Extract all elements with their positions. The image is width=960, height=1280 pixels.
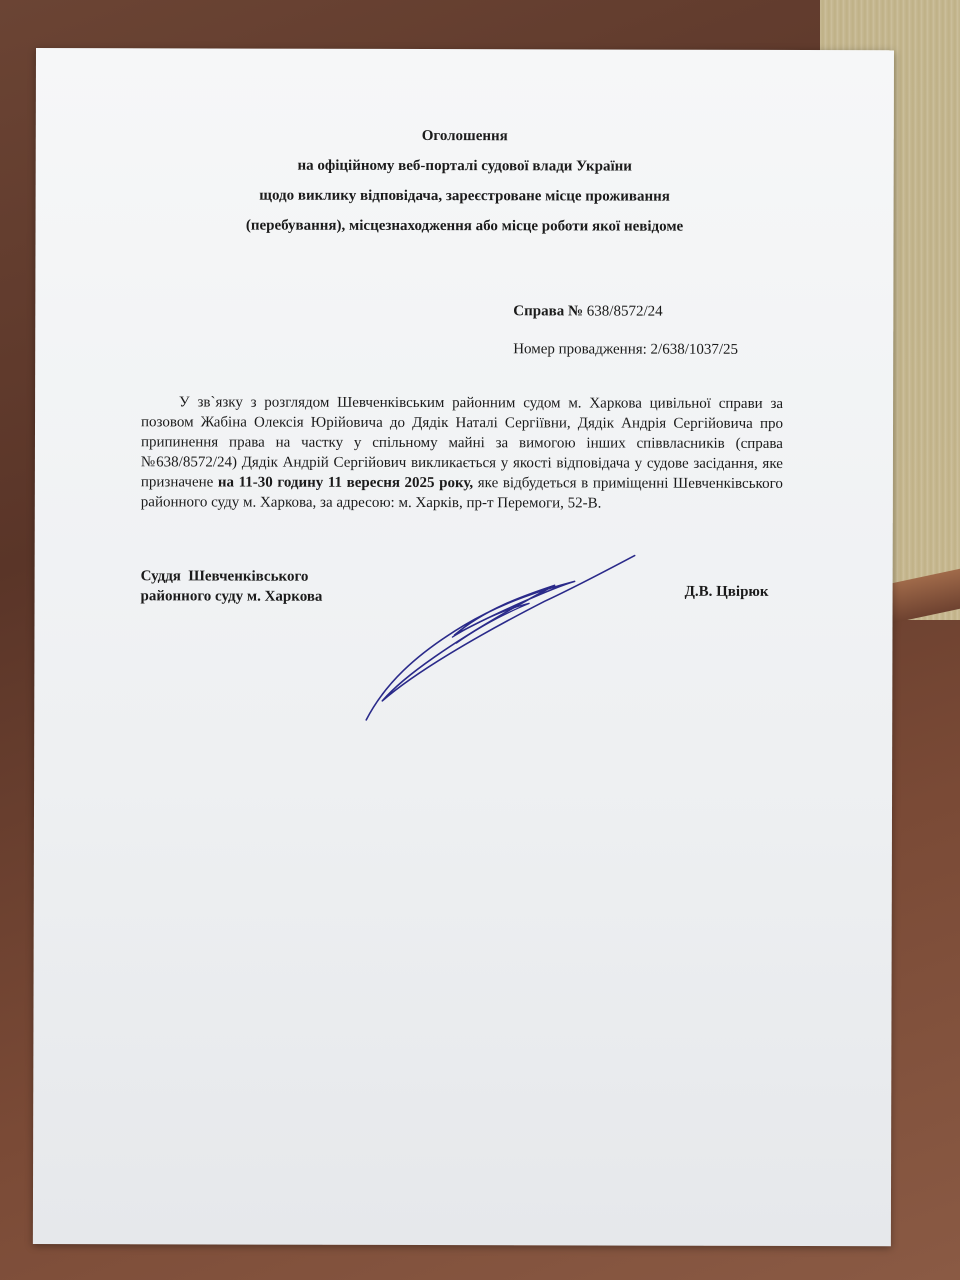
case-number-value: 638/8572/24 [586, 303, 663, 320]
heading-line-4: (перебування), місцезнаходження або місце роботи якої невідоме [245, 217, 684, 235]
heading-line-3: щодо виклику відповідача, зареєстроване місце проживання [259, 187, 670, 205]
heading-line-2: на офіційному веб-порталі судової влади України [297, 157, 632, 175]
announcement-body [141, 392, 783, 514]
judge-title-line-1: Суддя Шевченківського [140, 568, 309, 585]
hearing-date: на 11-30 годину 11 вересня 2025 року, [217, 474, 474, 492]
case-label: Справа № [513, 303, 584, 320]
announcement-heading [35, 120, 893, 242]
judge-title-line-2: районного суду м. Харкова [140, 588, 323, 605]
body-text-part-1: У зв`язку з розглядом Шевченківським районним судом м. Харкова цивільної справи за позовом Жабіна Олексія Юрійовича до Дядік Наталі Сергіївни, Дядік Андрія Сергійовича про припинення права на частку у спільному майні за вимогою інших співвласників (справа №638/8572/24) Дядік Андрій Сергійович викликається у якості відповідача у судове засідання, яке призначене [140, 394, 784, 491]
heading-line-1: Оголошення [421, 128, 508, 145]
proceeding-number: Номер провадження: 2/638/1037/25 [513, 341, 739, 358]
case-number [513, 303, 662, 320]
judge-name: Д.В. Цвірюк [684, 583, 769, 600]
paper-sheet [33, 48, 894, 1246]
signature-icon [354, 505, 645, 736]
judge-title [141, 566, 323, 606]
body-text-part-2: яке відбудеться в приміщенні Шевченківського районного суду м. Харкова, за адресою: м. Харків, пр-т Перемоги, 52-В. [140, 475, 783, 512]
